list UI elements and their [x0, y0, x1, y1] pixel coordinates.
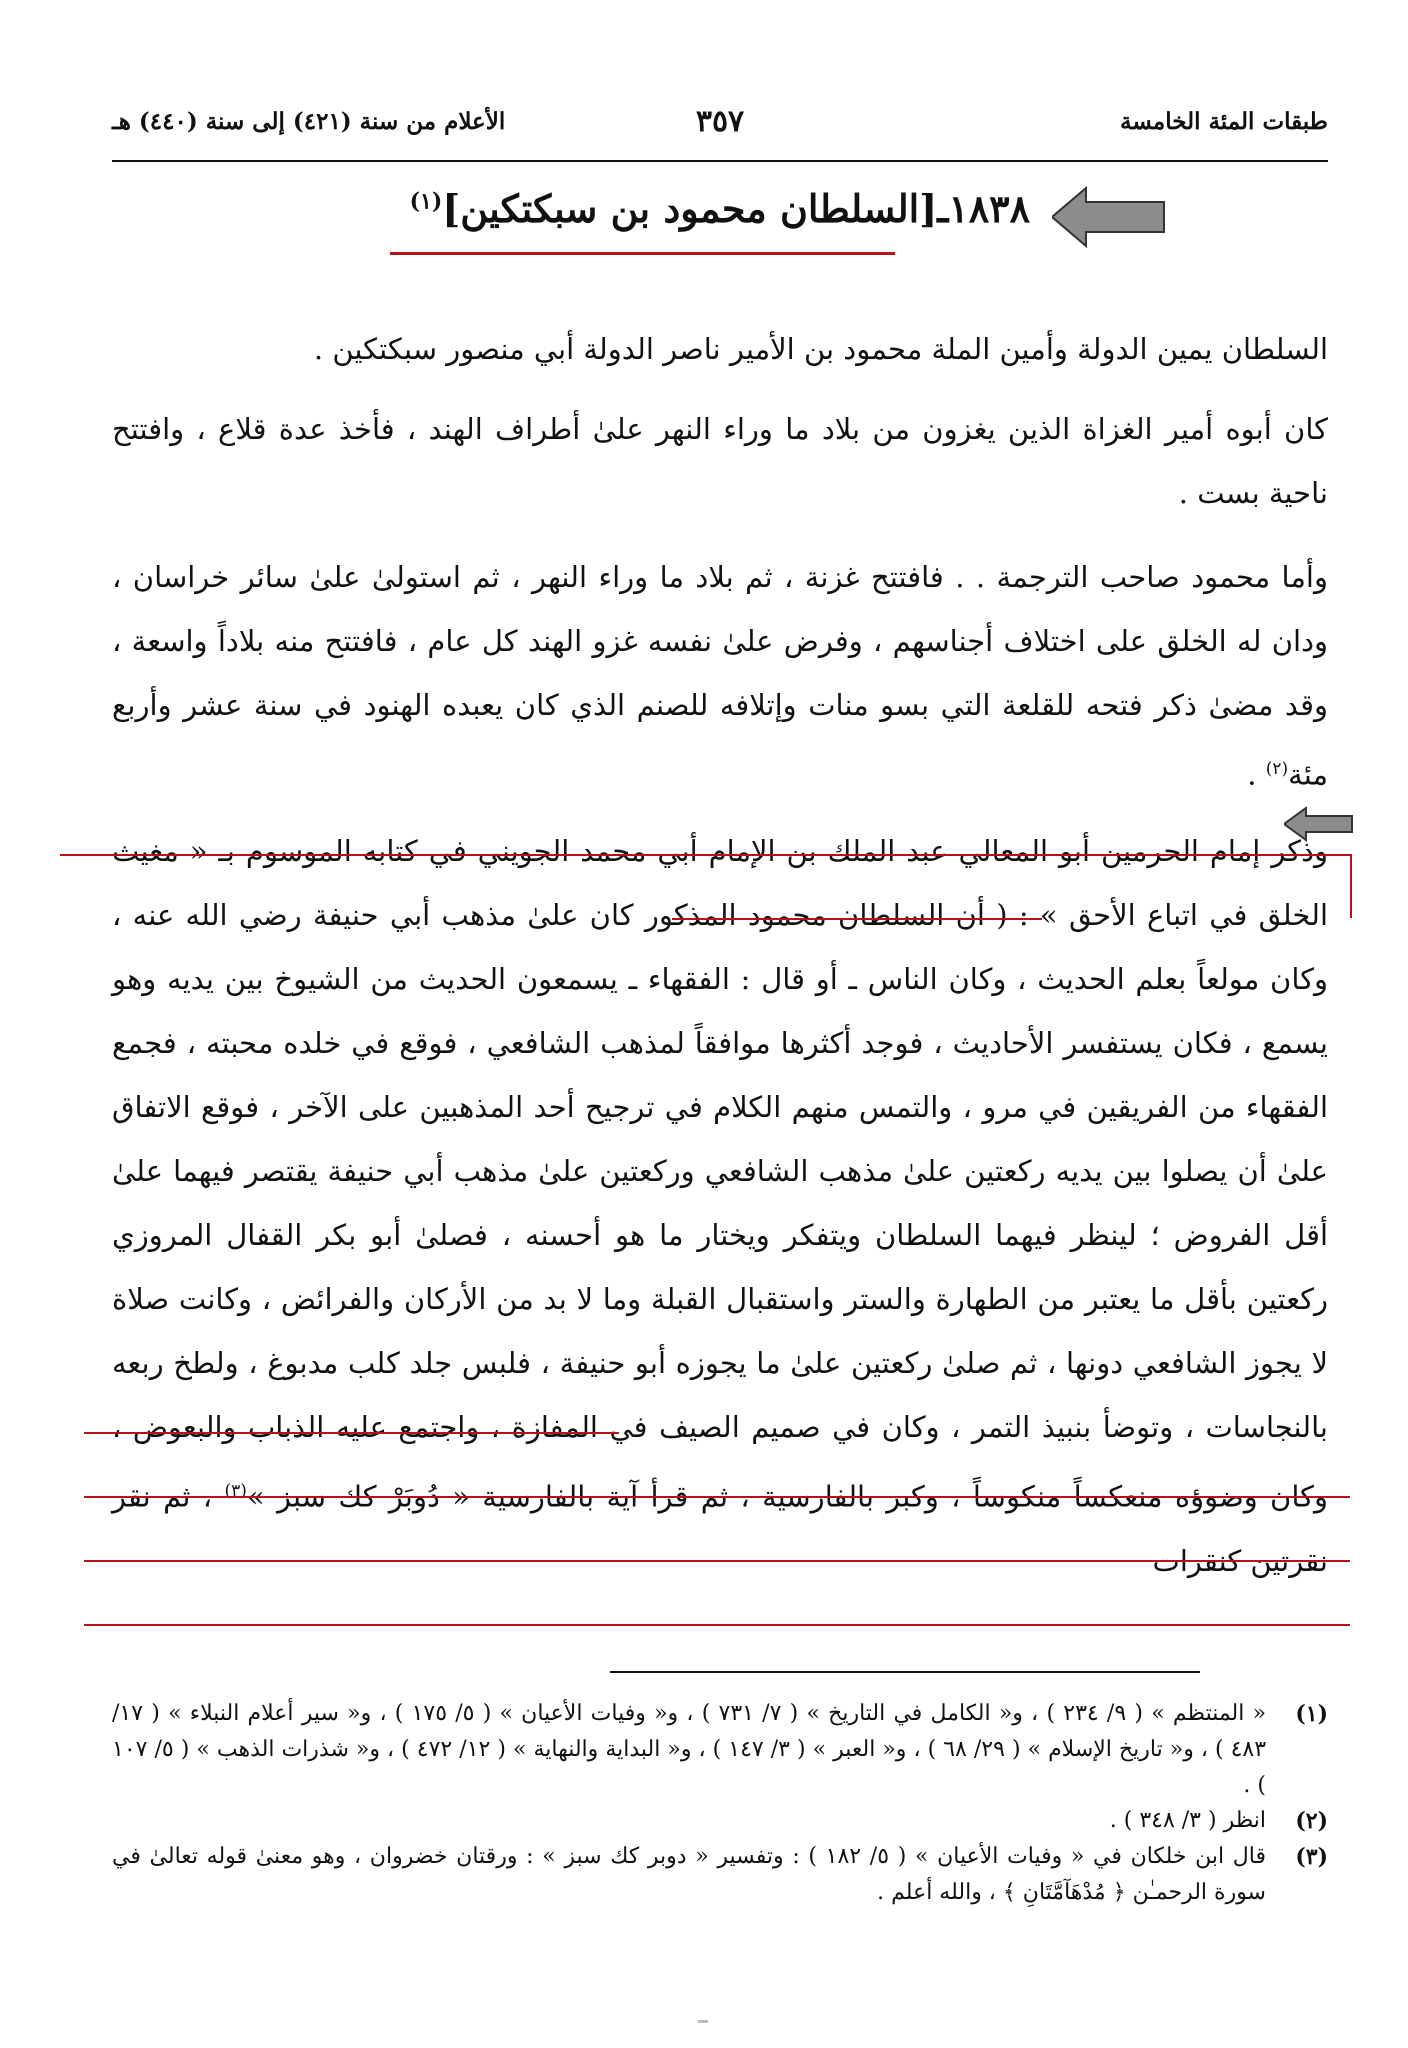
annotation-red-line	[84, 1560, 1350, 1562]
page-number: ٣٥٧	[695, 104, 745, 139]
paragraph-conquests	[112, 545, 1328, 807]
footnote-ref: (١)	[409, 188, 443, 215]
annotation-red-line	[84, 1624, 1350, 1626]
scan-mark	[698, 2020, 708, 2023]
header-rule	[112, 160, 1328, 162]
paragraph-intro: السلطان يمين الدولة وأمين الملة محمود بن الأمير ناصر الدولة أبي منصور سبكتكين .	[313, 332, 1328, 366]
footnote-text: انظر ( ٣/ ٣٤٨ ) .	[1109, 1808, 1266, 1833]
footnote-ref: (٣)	[224, 1481, 247, 1501]
footnote-3	[112, 1839, 1328, 1911]
footnote-2	[112, 1803, 1328, 1839]
pointer-arrow-icon	[1052, 186, 1168, 248]
annotation-red-line	[60, 854, 1350, 856]
annotation-red-line	[1350, 854, 1352, 918]
footnote-1	[112, 1696, 1328, 1804]
annotation-red-line	[672, 918, 1042, 920]
title-red-underline	[390, 252, 895, 255]
paragraph-juwayni-account	[112, 819, 1328, 1593]
paragraph-father: كان أبوه أمير الغزاة الذين يغزون من بلاد ما وراء النهر علىٰ أطراف الهند ، فأخذ عدة قلاع ، وافتتح ناحية بست .	[112, 412, 1328, 510]
entry-title	[410, 186, 1030, 231]
paragraph-end: .	[1247, 757, 1266, 792]
footnote-text: « المنتظم » ( ٩/ ٢٣٤ ) ، و« الكامل في التاريخ » ( ٧/ ٧٣١ ) ، و« وفيات الأعيان » ( ٥/ ١٧٥ ) ، و« سير أعلام النبلاء » ( ١٧/ ٤٨٣ ) ، و« تاريخ الإسلام » ( ٢٩/ ٦٨ ) ، و« العبر » ( ٣/ ١٤٧ ) ، و« البداية والنهاية » ( ١٢/ ٤٧٢ ) ، و« شذرات الذهب » ( ٥/ ١٠٧ ) .	[112, 1701, 1267, 1798]
entry-number: ١٨٣٨ـ	[937, 186, 1030, 231]
paragraph-text: وأما محمود صاحب الترجمة . . فافتتح غزنة ، ثم بلاد ما وراء النهر ، ثم استولىٰ علىٰ سائر خراسان ، ودان له الخلق على اختلاف أجناسهم ، وفرض علىٰ نفسه غزو الهند كل عام ، فافتتح منه بلاداً واسعة ، وقد مضىٰ ذكر فتحه للقلعة التي بسو منات وإتلافه للصنم الذي كان يعبده الهنود في سنة عشر وأربع مئة	[112, 560, 1328, 792]
paragraph-end: ، ثم نقر نقرتين كنقرات	[112, 1479, 1328, 1578]
footnote-number: (٣)	[1295, 1844, 1328, 1870]
header-date-range: الأعلام من سنة (٤٢١) إلى سنة (٤٤٠) هـ	[112, 108, 506, 135]
annotation-red-line	[84, 1496, 1350, 1498]
entry-heading	[370, 180, 1060, 252]
footnote-number: (٢)	[1295, 1808, 1328, 1834]
footnote-ref: (٢)	[1265, 759, 1289, 779]
entry-name: [السلطان محمود بن سبكتكين]	[442, 186, 938, 231]
footnote-separator	[610, 1671, 1200, 1673]
paragraph-text: وذكر إمام الحرمين أبو المعالي عبد الملك بن الإمام أبي محمد الجويني في كتابه الموسوم بـ « مغيث الخلق في اتباع الأحق » : ( أن السلطان محمود المذكور كان علىٰ مذهب أبي حنيفة رضي الله عنه ، وكان مولعاً بعلم الحديث ، وكان الناس ـ أو قال : الفقهاء ـ يسمعون الحديث من الشيوخ بين يديه وهو يسمع ، فكان يستفسر الأحاديث ، فوجد أكثرها موافقاً لمذهب الشافعي ، فوقع في خلده محبته ، فجمع الفقهاء من الفريقين في مرو ، والتمس منهم الكلام في ترجيح أحد المذهبين على الآخر ، فوقع الاتفاق علىٰ أن يصلوا بين يديه ركعتين علىٰ مذهب الشافعي وركعتين علىٰ مذهب أبي حنيفة يقتصر فيهما علىٰ أقل الفروض ؛ لينظر فيهما السلطان ويتفكر ويختار ما هو أحسنه ، فصلىٰ أبو بكر القفال المروزي ركعتين بأقل ما يعتبر من الطهارة والستر واستقبال القبلة وما لا بد من الأركان والفرائض ، وكانت صلاة لا يجوز الشافعي دونها ، ثم صلىٰ ركعتين علىٰ ما يجوزه أبو حنيفة ، فلبس جلد كلب مدبوغ ، ولطخ ربعه بالنجاسات ، وتوضأ بنبيذ التمر ، وكان في صميم الصيف في المفازة ، واجتمع عليه الذباب والبعوض ، وكان وضوؤه منعكساً منكوساً ، وكبر بالفارسية ، ثم قرأ آية بالفارسية « دُوبَرْ كك سبز »	[112, 834, 1328, 1514]
footnote-text: قال ابن خلكان في « وفيات الأعيان » ( ٥/ ١٨٢ ) : وتفسير « دوبر كك سبز » : ورقتان خضروان ، وهو معنىٰ قوله تعالىٰ في سورة الرحمـٰن ﴿ مُدْهَآمَّتَانِ ﴾ ، والله أعلم .	[112, 1844, 1266, 1905]
annotation-red-line	[84, 1432, 619, 1434]
footnote-number: (١)	[1295, 1701, 1328, 1727]
header-section-title: طبقات المئة الخامسة	[1120, 108, 1328, 135]
running-header	[112, 104, 1328, 154]
